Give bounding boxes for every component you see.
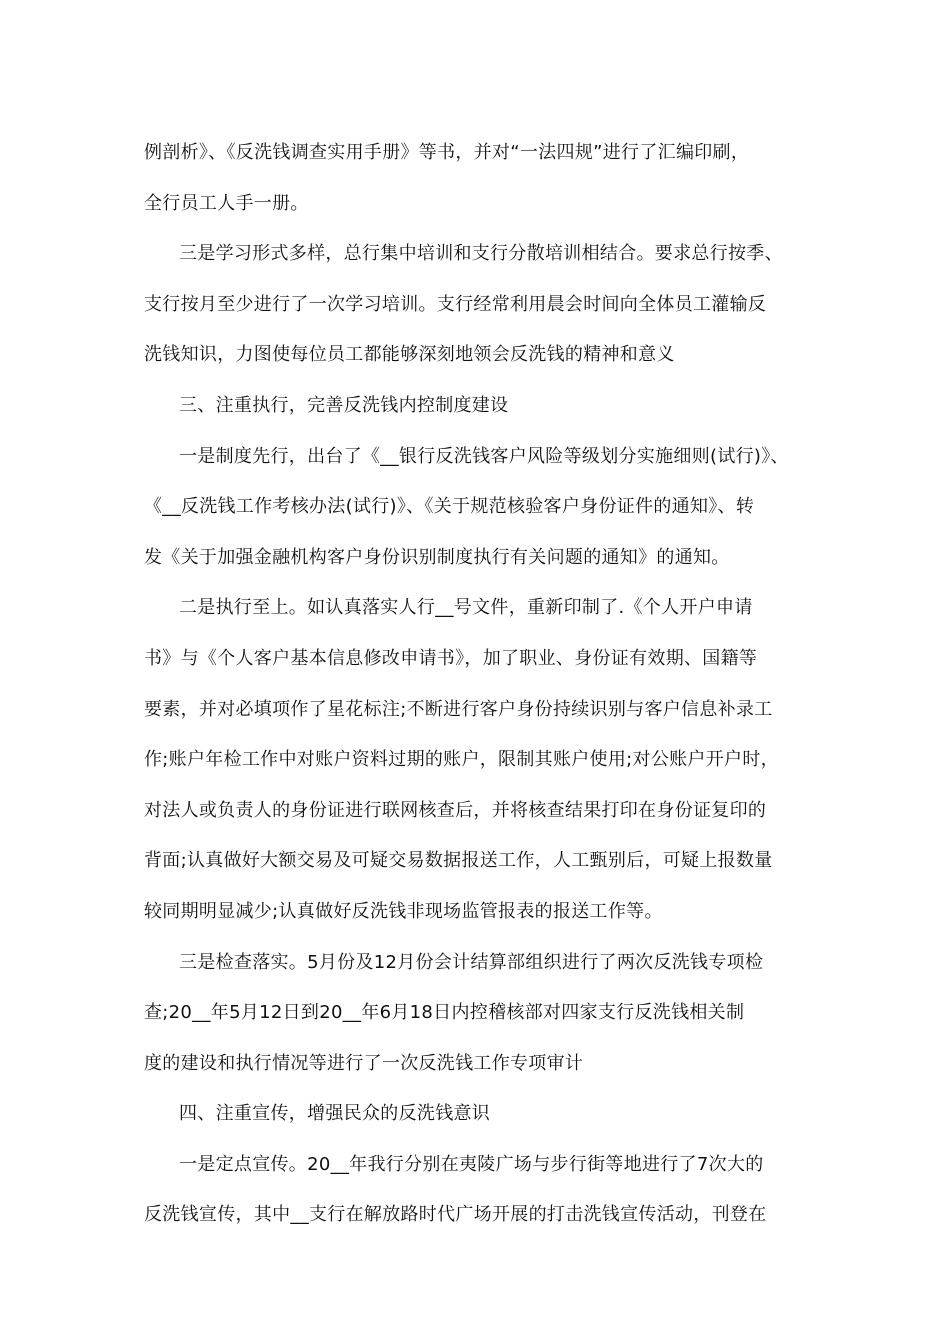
paragraph-start-line: 一是定点宣传。20__年我行分别在夷陵广场与步行街等地进行了7次大的	[179, 1153, 764, 1175]
text-line: 作;账户年检工作中对账户资料过期的账户，限制其账户使用;对公账户开户时，	[144, 749, 779, 771]
section-heading: 三、注重执行，完善反洗钱内控制度建设	[179, 394, 509, 416]
text-line: 全行员工人手一册。	[144, 192, 309, 214]
text-line: 《__反洗钱工作考核办法(试行)》、《关于规范核验客户身份证件的通知》、转	[144, 496, 755, 518]
text-line: 洗钱知识，力图使每位员工都能够深刻地领会反洗钱的精神和意义	[144, 344, 675, 366]
paragraph-start-line: 三是检查落实。5月份及12月份会计结算部组织进行了两次反洗钱专项检	[179, 951, 764, 973]
text-line: 例剖析》、《反洗钱调查实用手册》等书，并对“一法四规”进行了汇编印刷，	[144, 142, 750, 163]
text-line: 背面;认真做好大额交易及可疑交易数据报送工作，人工甄别后，可疑上报数量	[144, 850, 773, 872]
text-line: 查;20__年5月12日到20__年6月18日内控稽核部对四家支行反洗钱相关制	[144, 1002, 745, 1024]
paragraph-start-line: 一是制度先行，出台了《__银行反洗钱客户风险等级划分实施细则(试行)》、	[179, 445, 789, 467]
text-line: 对法人或负责人的身份证进行联网核查后，并将核查结果打印在身份证复印的	[144, 799, 767, 821]
text-line: 发《关于加强金融机构客户身份识别制度执行有关问题的通知》的通知。	[144, 546, 730, 568]
text-line: 反洗钱宣传，其中__支行在解放路时代广场开展的打击洗钱宣传活动，刊登在	[144, 1204, 767, 1226]
document-body	[144, 128, 806, 1241]
text-line: 书》与《个人客户基本信息修改申请书》，加了职业、身份证有效期、国籍等	[144, 647, 758, 669]
section-heading: 四、注重宣传，增强民众的反洗钱意识	[179, 1103, 491, 1125]
text-line: 度的建设和执行情况等进行了一次反洗钱工作专项审计	[144, 1052, 584, 1074]
text-line: 要素，并对必填项作了星花标注;不断进行客户身份持续识别与客户信息补录工	[144, 698, 773, 720]
paragraph-start-line: 三是学习形式多样，总行集中培训和支行分散培训相结合。要求总行按季、	[179, 243, 783, 265]
text-line: 支行按月至少进行了一次学习培训。支行经常利用晨会时间向全体员工灌输反	[144, 293, 767, 315]
text-line: 较同期明显减少;认真做好反洗钱非现场监管报表的报送工作等。	[144, 900, 663, 922]
paragraph-start-line: 二是执行至上。如认真落实人行__号文件，重新印制了.《个人开户申请	[179, 597, 753, 619]
